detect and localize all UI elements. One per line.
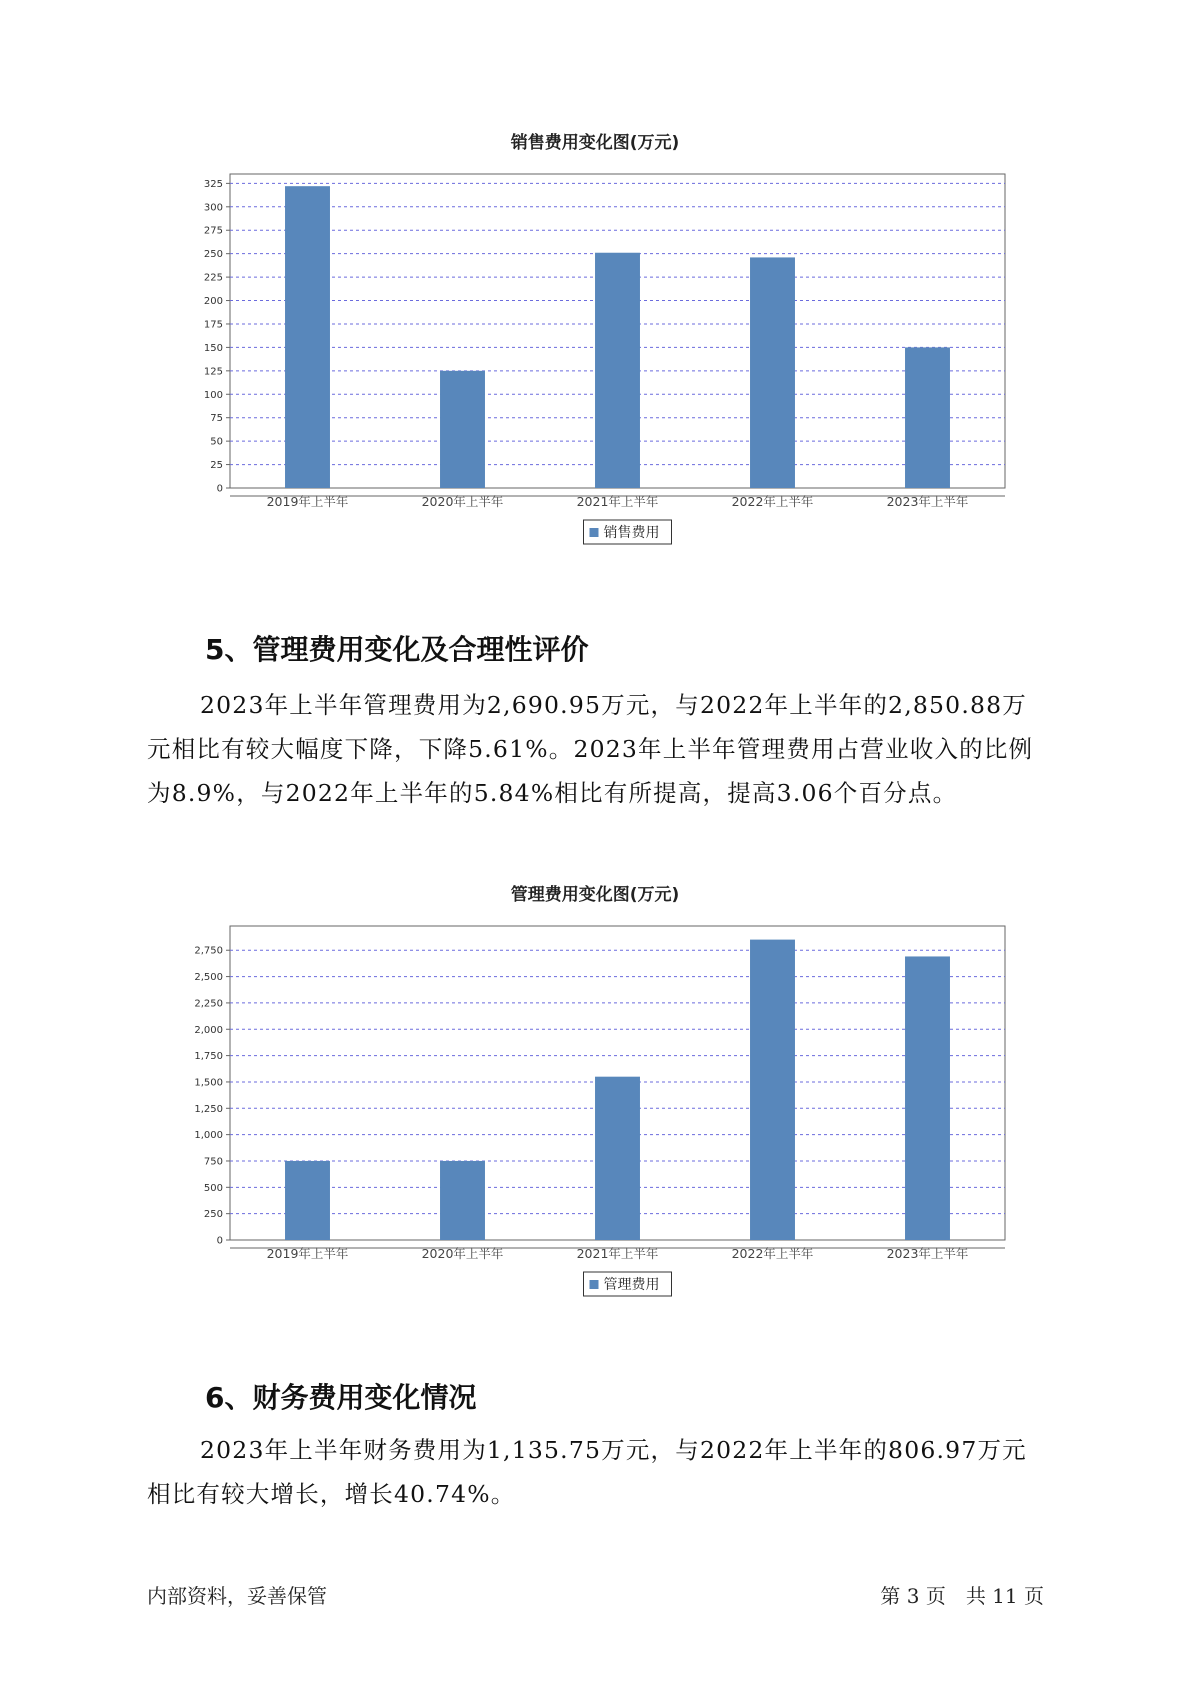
x-category-label: 2022年上半年 <box>731 494 814 509</box>
y-tick-label: 1,000 <box>194 1130 223 1142</box>
bar-2019年上半年 <box>285 1161 330 1240</box>
y-tick-label: 125 <box>203 366 223 378</box>
x-category-label: 2023年上半年 <box>886 494 969 509</box>
footer-confidential-note: 内部资料，妥善保管 <box>147 1584 327 1608</box>
y-tick-label: 2,250 <box>194 998 223 1010</box>
section-6-heading: 6、财务费用变化情况 <box>205 1381 477 1414</box>
y-tick-label: 200 <box>203 296 223 308</box>
y-tick-label: 0 <box>216 1235 223 1247</box>
y-tick-label: 300 <box>203 202 223 214</box>
x-category-label: 2019年上半年 <box>266 1246 349 1261</box>
legend-label: 销售费用 <box>603 525 660 541</box>
bar-2021年上半年 <box>595 253 640 488</box>
x-category-label: 2021年上半年 <box>576 494 659 509</box>
y-tick-label: 0 <box>216 483 223 495</box>
section-6-paragraph: 2023年上半年财务费用为1,135.75万元，与2022年上半年的806.97万元相比有较大增长，增长40.74%。 <box>147 1436 1027 1508</box>
y-tick-label: 75 <box>210 413 223 425</box>
y-tick-label: 2,500 <box>194 972 223 984</box>
x-category-label: 2022年上半年 <box>731 1246 814 1261</box>
y-tick-label: 325 <box>203 178 223 190</box>
bar-2023年上半年 <box>905 347 950 488</box>
y-tick-label: 25 <box>210 460 223 472</box>
y-tick-label: 750 <box>203 1156 223 1168</box>
sales-expense-chart-svg <box>170 158 1020 548</box>
y-tick-label: 250 <box>203 1209 223 1221</box>
x-category-label: 2021年上半年 <box>576 1246 659 1261</box>
bar-2020年上半年 <box>440 371 485 488</box>
x-category-label: 2020年上半年 <box>421 494 504 509</box>
y-tick-label: 275 <box>203 225 223 237</box>
y-tick-label: 2,000 <box>194 1024 223 1036</box>
y-tick-label: 100 <box>203 389 223 401</box>
y-tick-label: 500 <box>203 1182 223 1194</box>
bar-2022年上半年 <box>750 940 795 1240</box>
y-tick-label: 175 <box>203 319 223 331</box>
admin-expense-chart-svg <box>170 910 1020 1300</box>
legend-swatch <box>590 1280 599 1289</box>
y-tick-label: 2,750 <box>194 945 223 957</box>
bar-2020年上半年 <box>440 1161 485 1240</box>
bar-2023年上半年 <box>905 956 950 1240</box>
y-tick-label: 225 <box>203 272 223 284</box>
chart-title: 销售费用变化图(万元) <box>510 133 680 153</box>
sales-expense-chart <box>170 128 1020 548</box>
bar-2022年上半年 <box>750 257 795 488</box>
x-category-label: 2020年上半年 <box>421 1246 504 1261</box>
y-tick-label: 150 <box>203 342 223 354</box>
bar-2021年上半年 <box>595 1077 640 1240</box>
y-tick-label: 1,500 <box>194 1077 223 1089</box>
footer-page-number: 第 3 页 共 11 页 <box>880 1584 1044 1608</box>
section-5-heading: 5、管理费用变化及合理性评价 <box>205 633 589 666</box>
x-category-label: 2019年上半年 <box>266 494 349 509</box>
legend-label: 管理费用 <box>603 1277 660 1293</box>
chart-title: 管理费用变化图(万元) <box>510 885 680 905</box>
y-tick-label: 1,250 <box>194 1103 223 1115</box>
x-category-label: 2023年上半年 <box>886 1246 969 1261</box>
y-tick-label: 50 <box>210 436 223 448</box>
legend-swatch <box>590 528 599 537</box>
section-5-paragraph: 2023年上半年管理费用为2,690.95万元，与2022年上半年的2,850.88万元相比有较大幅度下降，下降5.61%。2023年上半年管理费用占营业收入的比例为8.9%，与2022年上半年的5.84%相比有所提高，提高3.06个百分点。 <box>147 691 1034 807</box>
admin-expense-chart <box>170 880 1020 1300</box>
y-tick-label: 250 <box>203 249 223 261</box>
y-tick-label: 1,750 <box>194 1051 223 1063</box>
bar-2019年上半年 <box>285 186 330 488</box>
